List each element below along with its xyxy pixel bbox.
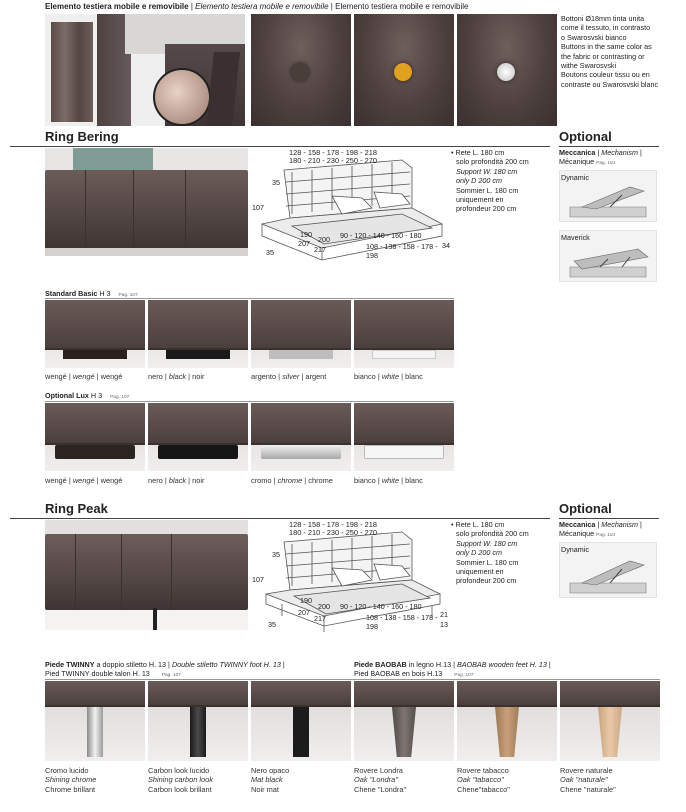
lux-caption-nero: nero | black | noir [148,476,205,485]
peak-dim-mid1: 190 [300,596,312,605]
baobab-it: BAOBAB wooden feet H. 13 [456,660,547,669]
twinny-it: Double stiletto TWINNY foot H. 13 [171,660,281,669]
lux-thumb-cromo [251,403,351,471]
peak-dim-d207: 207 [298,608,310,617]
mech-pag: Pag. 110 [596,161,616,167]
dim-d207: 207 [298,239,310,248]
button-swarovski-icon [497,63,515,81]
baobab-caption-tabacco: Rovere tabacco Oak "tabacco" Chene"tabacco" [457,766,510,794]
note-line: • Rete L. 180 cm [451,520,505,529]
peak-dim-top1: 128 - 158 - 178 - 198 - 218 [289,520,377,529]
ring-peak-mech: Meccanica | Mechanism | Mécanique Pag. 110 [559,520,642,539]
optional-lux-rule [45,401,454,402]
std-thumb-argento [251,300,351,368]
peak-dim-h35: 35 [272,550,280,559]
lux-caption-cromo: cromo | chrome | chrome [251,476,333,485]
lux-foot-wenge [55,445,135,459]
peak-dim-w2: 108 - 138 - 158 - 178 - 198 [366,613,438,632]
note-line: solo profondità 200 cm [456,529,529,539]
peak-mech-label: Meccanica [559,520,596,529]
peak-mech-dynamic-box [559,542,657,598]
ring-peak-notes [451,520,551,586]
note-line: Support W. 180 cm [456,538,518,548]
ring-bering-optional: Optional [559,129,612,144]
feet-rule [45,679,660,680]
dim-mid1: 190 [300,230,312,239]
std-caption-argento: argento | silver | argent [251,372,327,381]
top-heading-it: Elemento testiera mobile e removibile [195,2,329,11]
btn-desc-line: Bottoni Ø18mm tinta unita [561,14,645,23]
ring-bering-photo [45,148,248,256]
buttons-description [561,14,685,89]
lux-foot-nero [158,445,238,459]
dim-h35: 35 [272,178,280,187]
baobab-thumb-tabacco [457,681,557,761]
twinny-pag: Pag. 107 [161,673,182,679]
twinny-fr: Pied TWINNY double talon H. 13 [45,669,150,679]
mech-maverick-box [559,230,657,282]
note-line: only D 200 cm [456,548,502,558]
zoom-circle [153,68,211,126]
std-caption-wenge: wengé | wengé | wengé [45,372,123,381]
mech-maverick-label: Maverick [561,233,590,242]
peak-mech-it: Mechanism [601,520,638,529]
std-h: H 3 [99,289,111,298]
note-line: Sommier L. 180 cm [456,557,519,567]
twinny-label: Piede TWINNY [45,660,95,669]
baobab-caption-naturale: Rovere naturale Oak "naturale" Chene "naturale" [560,766,616,794]
btn-desc-line: contraste ou Swarosvski blanc [561,79,659,89]
mech-dynamic-box [559,170,657,222]
btn-desc-line: the fabric or contrasting or [561,51,645,61]
top-heading: Elemento testiera mobile e removibile | Elemento testiera mobile e removibile | Elemento testiera mobile e removibile [45,2,469,11]
std-foot-nero [166,350,230,359]
dim-top2: 180 - 210 - 230 - 250 - 270 [289,156,377,165]
twinny-leg-chrome [87,707,103,757]
lux-caption-bianco: bianco | white | blanc [354,476,423,485]
twinny-caption-carbon: Carbon look lucido Shining carbon look Carbon look brillant [148,766,213,794]
note-line: uniquement en [456,567,504,577]
lux-label: Optional Lux [45,391,89,400]
dim-d34: 34 [442,241,450,250]
std-foot-wenge [63,350,127,359]
peak-dim-d13: 13 [440,620,448,629]
dim-w1: 90 - 120 - 140 - 160 - 180 [340,231,422,240]
btn-desc-line: withe Swarosvski [561,61,617,71]
std-thumb-bianco [354,300,454,368]
note-line: • Rete L. 180 cm [451,148,505,157]
note-line: profondeur 200 cm [456,576,517,586]
baobab-caption-londra: Rovere Londra Oak "Londra" Chene "Londra" [354,766,407,794]
ring-peak-optional-rule [559,518,659,519]
note-line: uniquement en [456,195,504,205]
twinny-thumb-black [251,681,351,761]
ring-bering-optional-rule [559,146,659,147]
mech-it: Mechanism [601,148,638,157]
ring-bering-notes [451,148,551,214]
btn-desc-line: come il tessuto, in contrasto [561,23,651,33]
peak-dim-top2: 180 - 210 - 230 - 250 - 270 [289,528,377,537]
lux-caption-wenge: wengé | wengé | wengé [45,476,123,485]
note-line: Support W. 180 cm [456,166,518,176]
ring-bering-rule [10,146,550,147]
ring-bering-mech: Meccanica | Mechanism | Mécanique Pag. 110 [559,148,642,167]
std-pag: Pag. 107 [118,293,138,298]
ring-peak-optional: Optional [559,501,612,516]
peak-leg [153,608,157,630]
dim-w2: 108 - 138 - 158 - 178 - 198 [366,242,438,261]
lux-h: H 3 [90,391,103,400]
btn-desc-line: Boutons couleur tissu ou en [561,70,650,80]
headboard-photo [45,14,245,126]
lux-pag: Pag. 107 [110,395,130,400]
ring-peak-diagram [252,520,448,638]
mech-dynamic-label: Dynamic [561,173,589,182]
peak-dim-h107: 107 [252,575,264,584]
baobab-heading: Piede BAOBAB in legno H.13 | BAOBAB wooden feet H. 13 | Pied BAOBAB en bois H.13 Pag. 107 [354,660,551,679]
twinny-caption-chrome: Cromo lucido Shining chrome Chrome brillant [45,766,97,794]
baobab-label: Piede BAOBAB [354,660,407,669]
baobab-pag: Pag. 107 [454,673,474,679]
std-foot-bianco [372,350,436,359]
button-swatch-swarovski [457,14,557,126]
std-foot-argento [269,350,333,359]
twinny-heading: Piede TWINNY a doppio stiletto H. 13 | Double stiletto TWINNY foot H. 13 | Pied TWINNY double talon H. 13 Pag. 107 [45,660,285,679]
twinny-thumb-chrome [45,681,145,761]
baobab-leg-londra [392,707,416,757]
btn-desc-line: Buttons in the same color as [561,42,652,52]
note-line: solo profondità 200 cm [456,157,529,167]
peak-dim-w1: 90 - 120 - 140 - 160 - 180 [340,602,422,611]
baobab-thumb-naturale [560,681,660,761]
top-heading-fr: Elemento testiera mobile e removibile [335,2,469,11]
twinny-rest: a doppio stiletto H. 13 [96,660,167,669]
btn-desc-line: o Swarosvski bianco [561,32,627,42]
baobab-thumb-londra [354,681,454,761]
dim-f35: 35 [266,248,274,257]
lux-thumb-wenge [45,403,145,471]
baobab-leg-naturale [598,707,622,757]
peak-mech-fr: Mécanique [559,529,595,539]
peak-mech-dynamic-label: Dynamic [561,545,589,554]
button-contrast-icon [394,63,412,81]
twinny-leg-carbon [190,707,206,757]
std-label: Standard Basic [45,289,98,298]
lux-foot-cromo [261,445,341,459]
std-thumb-wenge [45,300,145,368]
top-heading-bold: Elemento testiera mobile e removibile [45,2,189,11]
twinny-thumb-carbon [148,681,248,761]
ring-peak-rule [10,518,550,519]
peak-dim-mid2: 200 [318,602,330,611]
note-line: only D 200 cm [456,176,502,186]
standard-basic-rule [45,298,454,299]
button-swatch-contrast [354,14,454,126]
lux-foot-bianco [364,445,444,459]
peak-dim-d21: 21 [440,610,448,619]
mech-fr: Mécanique [559,157,595,167]
twinny-caption-black: Nero opaco Mat black Noir mat [251,766,290,794]
note-line: profondeur 200 cm [456,204,517,214]
dim-mid2: 200 [318,235,330,244]
baobab-leg-tabacco [495,707,519,757]
std-caption-bianco: bianco | white | blanc [354,372,423,381]
ring-peak-title: Ring Peak [45,501,108,516]
std-caption-nero: nero | black | noir [148,372,205,381]
twinny-leg-black [293,707,309,757]
lux-thumb-nero [148,403,248,471]
baobab-fr: Pied BAOBAB en bois H.13 [354,669,443,679]
ring-bering-diagram [252,148,448,266]
ring-peak-photo [45,520,248,630]
baobab-rest: in legno H.13 [408,660,452,669]
dim-top1: 128 - 158 - 178 - 198 - 218 [289,148,377,157]
lux-thumb-bianco [354,403,454,471]
ring-bering-title: Ring Bering [45,129,119,144]
peak-dim-d217: 217 [314,614,326,623]
button-swatch-fabric [251,14,351,126]
std-thumb-nero [148,300,248,368]
dim-h107: 107 [252,203,264,212]
note-line: Sommier L. 180 cm [456,185,519,195]
dim-d217: 217 [314,245,326,254]
button-fabric-icon [291,63,309,81]
peak-dim-f35: 35 [268,620,276,629]
mech-label: Meccanica [559,148,596,157]
peak-mech-pag: Pag. 110 [596,533,616,539]
